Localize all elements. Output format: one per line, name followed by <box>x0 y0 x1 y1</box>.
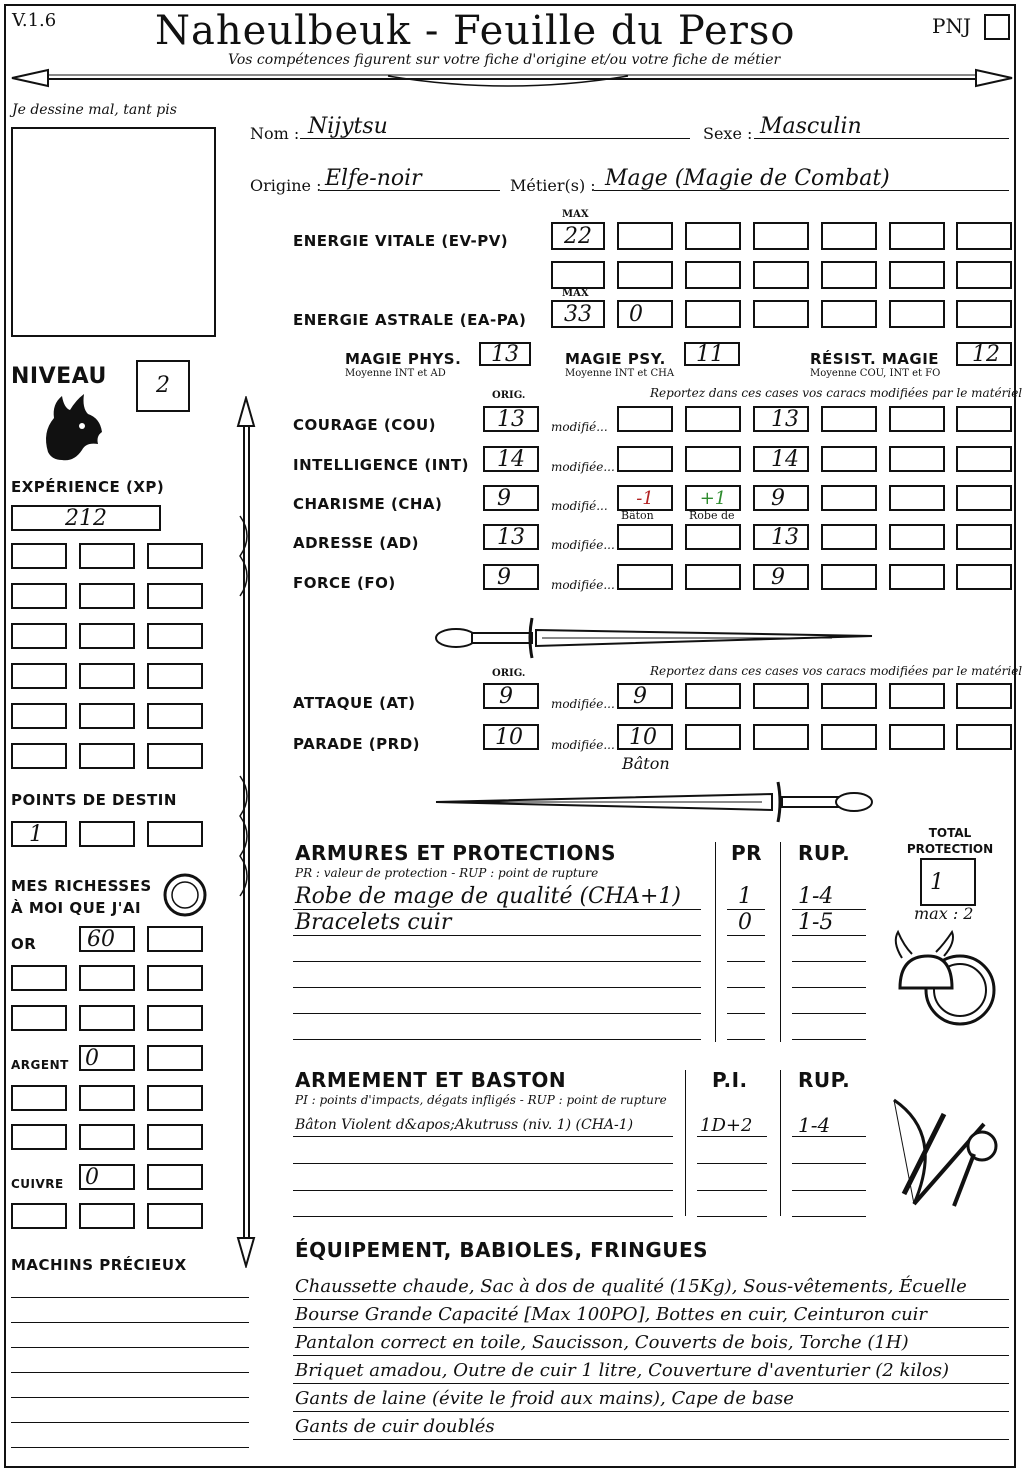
xp-grid-box[interactable] <box>147 663 203 689</box>
argent-box[interactable] <box>79 1085 135 1111</box>
xp-label: EXPÉRIENCE (XP) <box>11 478 165 496</box>
argent-box[interactable] <box>147 1045 203 1071</box>
stat-mod-box[interactable] <box>889 564 945 590</box>
armor-line[interactable] <box>293 987 701 988</box>
equipment-line[interactable]: Bourse Grande Capacité [Max 100PO], Bottes en cuir, Ceinturon cuir <box>295 1304 928 1325</box>
pnj-checkbox[interactable] <box>984 14 1010 40</box>
argent-box[interactable] <box>11 1085 67 1111</box>
armor-item-name[interactable]: Bracelets cuir <box>295 910 452 935</box>
armor-line <box>727 935 765 936</box>
niveau-label: NIVEAU <box>11 364 107 389</box>
version-label: V.1.6 <box>12 10 57 31</box>
weapon-line[interactable] <box>792 1163 866 1164</box>
stat-mod-box[interactable] <box>956 446 1012 472</box>
machins-line[interactable] <box>11 1447 249 1448</box>
prd-mod-box[interactable] <box>956 724 1012 750</box>
ev-box[interactable] <box>753 222 809 250</box>
cuivre-label: CUIVRE <box>11 1177 64 1191</box>
total-protection-label: TOTAL <box>928 826 972 840</box>
ev-box[interactable] <box>685 261 741 289</box>
stat-mod-box[interactable]: 13 <box>753 524 809 550</box>
weapon-line[interactable] <box>293 1190 673 1191</box>
xp-grid-box[interactable] <box>11 543 67 569</box>
armor-line[interactable] <box>727 987 765 988</box>
origine-field[interactable]: Elfe-noir <box>325 166 422 191</box>
argent-box[interactable]: 0 <box>79 1045 135 1071</box>
stat-mod-box[interactable] <box>889 485 945 511</box>
equipment-underline <box>293 1439 1009 1440</box>
sword-icon <box>432 614 876 662</box>
origine-label: Origine : <box>250 176 322 195</box>
xp-grid-box[interactable] <box>11 623 67 649</box>
xp-grid-box[interactable] <box>79 663 135 689</box>
xp-grid-box[interactable] <box>79 703 135 729</box>
weapon-line[interactable] <box>293 1216 673 1217</box>
equipment-underline <box>293 1355 1009 1356</box>
stat-mod-box[interactable] <box>956 406 1012 432</box>
or-box[interactable] <box>147 1005 203 1031</box>
xp-grid-box[interactable] <box>79 583 135 609</box>
or-box[interactable] <box>79 965 135 991</box>
armor-item-rup[interactable]: 1-4 <box>798 884 834 909</box>
stat-mod-box[interactable] <box>821 406 877 432</box>
stat-mod-label: modifiée... <box>551 460 615 474</box>
weapons-col-divider <box>780 1070 781 1216</box>
xp-grid-box[interactable] <box>11 663 67 689</box>
weapon-line[interactable] <box>697 1190 767 1191</box>
ev-box[interactable] <box>821 261 877 289</box>
equipment-title: ÉQUIPEMENT, BABIOLES, FRINGUES <box>295 1238 709 1262</box>
stat-mod-box[interactable] <box>617 564 673 590</box>
equipment-underline <box>293 1383 1009 1384</box>
armor-item-name[interactable]: Robe de mage de qualité (CHA+1) <box>295 884 681 909</box>
argent-box[interactable] <box>11 1124 67 1150</box>
machins-line[interactable] <box>11 1347 249 1348</box>
armor-line[interactable] <box>792 1039 866 1040</box>
cuivre-box[interactable] <box>147 1203 203 1229</box>
magie-phys-label: MAGIE PHYS. <box>345 350 462 368</box>
ev-box[interactable] <box>956 222 1012 250</box>
cuivre-box[interactable] <box>11 1203 67 1229</box>
stat-mod-box[interactable] <box>617 524 673 550</box>
resist-magie-box[interactable]: 12 <box>956 342 1012 366</box>
weapon-line <box>792 1136 866 1137</box>
xp-grid-box[interactable] <box>11 583 67 609</box>
coin-icon <box>162 872 208 918</box>
ea-label: ENERGIE ASTRALE (EA-PA) <box>293 311 527 329</box>
equipment-underline <box>293 1327 1009 1328</box>
ev-box[interactable] <box>821 222 877 250</box>
stat-orig-box[interactable]: 9 <box>483 564 539 590</box>
or-label: OR <box>11 935 37 953</box>
xp-grid-box[interactable] <box>147 543 203 569</box>
sexe-label: Sexe : <box>703 124 753 143</box>
stat-mod-box[interactable] <box>821 524 877 550</box>
stat-label: FORCE (FO) <box>293 574 396 592</box>
resist-magie-note: Moyenne COU, INT et FO <box>810 368 941 379</box>
weapon-item-pi[interactable]: 1D+2 <box>700 1115 753 1136</box>
total-protection-max: max : 2 <box>914 904 974 923</box>
stat-label: ADRESSE (AD) <box>293 534 420 552</box>
weapon-line[interactable] <box>792 1216 866 1217</box>
armor-line[interactable] <box>727 961 765 962</box>
pnj-label: PNJ <box>932 14 971 38</box>
stat-orig-box[interactable]: 13 <box>483 406 539 432</box>
armor-line <box>293 935 701 936</box>
combat-report-note: Reportez dans ces cases vos caracs modifiées par le matériel <box>650 664 1023 678</box>
weapon-line[interactable] <box>293 1163 673 1164</box>
equipment-line[interactable]: Briquet amadou, Outre de cuir 1 litre, Couverture d'aventurier (2 kilos) <box>295 1360 950 1381</box>
prd-note: Bâton <box>622 754 670 773</box>
xp-box[interactable]: 212 <box>11 505 161 531</box>
armor-line[interactable] <box>792 961 866 962</box>
stat-label: COURAGE (COU) <box>293 416 437 434</box>
ev-max-label: MAX <box>562 209 589 220</box>
stat-mod-box[interactable] <box>821 485 877 511</box>
armor-pr-header: PR <box>731 841 763 865</box>
destin-box[interactable] <box>79 821 135 847</box>
at-mod-box[interactable] <box>956 683 1012 709</box>
stat-mod-box[interactable] <box>821 446 877 472</box>
weapon-item-rup[interactable]: 1-4 <box>798 1113 831 1137</box>
ev-box[interactable] <box>889 261 945 289</box>
spear-divider-icon <box>8 66 1016 92</box>
at-mod-box[interactable] <box>685 683 741 709</box>
weapon-line[interactable] <box>697 1216 767 1217</box>
combat-orig-label: ORIG. <box>492 668 526 679</box>
at-mod-box[interactable] <box>889 683 945 709</box>
weapon-line[interactable] <box>792 1190 866 1191</box>
page-title: Naheulbeuk - Feuille du Perso <box>155 8 796 54</box>
stat-label: CHARISME (CHA) <box>293 495 443 513</box>
xp-grid-box[interactable] <box>79 623 135 649</box>
or-box[interactable] <box>147 926 203 952</box>
xp-grid-box[interactable] <box>147 623 203 649</box>
stat-mod-label: modifié... <box>551 499 608 513</box>
armor-title: ARMURES ET PROTECTIONS <box>295 841 616 865</box>
xp-grid-box[interactable] <box>147 583 203 609</box>
stat-mod-box[interactable] <box>956 564 1012 590</box>
armor-line <box>792 909 866 910</box>
stat-mod-box[interactable]: +1 <box>685 485 741 511</box>
ev-box[interactable] <box>889 222 945 250</box>
magie-phys-box[interactable]: 13 <box>479 342 531 366</box>
prd-mod-box[interactable]: 10 <box>617 724 673 750</box>
armor-line[interactable] <box>727 1039 765 1040</box>
xp-grid-box[interactable] <box>147 703 203 729</box>
stat-mod-box[interactable] <box>617 406 673 432</box>
or-box[interactable] <box>11 1005 67 1031</box>
niveau-box[interactable]: 2 <box>136 360 190 412</box>
machins-line[interactable] <box>11 1422 249 1423</box>
helmet-shield-icon <box>890 928 1000 1038</box>
ev-max-box[interactable]: 22 <box>551 222 605 250</box>
argent-box[interactable] <box>147 1085 203 1111</box>
weapons-col-divider <box>685 1070 686 1216</box>
armor-item-pr[interactable]: 0 <box>738 910 752 935</box>
stat-mod-note: Bâton <box>621 509 654 522</box>
ev-box[interactable] <box>551 261 605 289</box>
cuivre-box[interactable] <box>79 1203 135 1229</box>
xp-grid-box[interactable] <box>147 743 203 769</box>
armor-col-divider <box>715 842 716 1042</box>
stat-mod-box[interactable]: 9 <box>753 485 809 511</box>
ea-box[interactable] <box>685 300 741 328</box>
destin-label: POINTS DE DESTIN <box>11 791 177 809</box>
richesses-label: MES RICHESSES <box>11 877 152 895</box>
stat-mod-box[interactable] <box>685 564 741 590</box>
or-box[interactable] <box>147 965 203 991</box>
argent-box[interactable] <box>79 1124 135 1150</box>
machins-line[interactable] <box>11 1322 249 1323</box>
armor-line <box>792 935 866 936</box>
armor-line[interactable] <box>792 1013 866 1014</box>
portrait-caption: Je dessine mal, tant pis <box>12 102 177 118</box>
magie-psy-note: Moyenne INT et CHA <box>565 368 675 379</box>
cuivre-box[interactable]: 0 <box>79 1164 135 1190</box>
armor-line[interactable] <box>792 987 866 988</box>
armor-rup-header: RUP. <box>798 841 851 865</box>
at-mod-box[interactable] <box>753 683 809 709</box>
magie-psy-box[interactable]: 11 <box>684 342 740 366</box>
ev-box[interactable] <box>753 261 809 289</box>
magie-phys-note: Moyenne INT et AD <box>345 368 446 379</box>
stat-orig-box[interactable]: 13 <box>483 524 539 550</box>
stat-mod-label: modifié... <box>551 420 608 434</box>
richesses-label-2: À MOI QUE J'AI <box>11 899 142 917</box>
weapons-icon <box>884 1094 1004 1216</box>
armor-line <box>727 909 765 910</box>
at-orig-box[interactable]: 9 <box>483 683 539 709</box>
weapons-pi-header: P.I. <box>712 1068 748 1092</box>
ev-box[interactable] <box>617 222 673 250</box>
nom-field[interactable]: Nijytsu <box>308 114 388 139</box>
stat-mod-note: Robe de <box>689 509 735 522</box>
resist-magie-label: RÉSIST. MAGIE <box>810 350 940 368</box>
ev-box[interactable] <box>617 261 673 289</box>
machins-line[interactable] <box>11 1397 249 1398</box>
armor-line <box>293 909 701 910</box>
weapon-line[interactable] <box>697 1163 767 1164</box>
equipment-line[interactable]: Pantalon correct en toile, Saucisson, Couverts de bois, Torche (1H) <box>295 1332 909 1353</box>
xp-grid-box[interactable] <box>11 703 67 729</box>
stat-mod-box[interactable] <box>889 406 945 432</box>
destin-box[interactable] <box>147 821 203 847</box>
at-mod-label: modifiée... <box>551 697 615 711</box>
ev-box[interactable] <box>956 261 1012 289</box>
metier-label: Métier(s) : <box>510 176 596 195</box>
xp-grid-box[interactable] <box>79 743 135 769</box>
stat-mod-box[interactable] <box>617 446 673 472</box>
or-box[interactable] <box>11 965 67 991</box>
armor-line[interactable] <box>293 1039 701 1040</box>
weapon-item-name[interactable]: Bâton Violent d&apos;Akutruss (niv. 1) (CHA-1) <box>295 1117 634 1133</box>
prd-mod-box[interactable] <box>753 724 809 750</box>
ea-box[interactable] <box>753 300 809 328</box>
prd-mod-box[interactable] <box>821 724 877 750</box>
stat-mod-box[interactable] <box>685 524 741 550</box>
armor-item-pr[interactable]: 1 <box>738 884 752 909</box>
stat-mod-box[interactable]: 9 <box>753 564 809 590</box>
stat-orig-box[interactable]: 9 <box>483 485 539 511</box>
equipment-underline <box>293 1411 1009 1412</box>
equipment-line[interactable]: Gants de laine (évite le froid aux mains), Cape de base <box>295 1388 794 1409</box>
ea-max-label: MAX <box>562 288 589 299</box>
sexe-field[interactable]: Masculin <box>760 114 862 139</box>
machins-line[interactable] <box>11 1297 249 1298</box>
or-box[interactable]: 60 <box>79 926 135 952</box>
ev-label: ENERGIE VITALE (EV-PV) <box>293 232 509 250</box>
stat-mod-box[interactable] <box>889 446 945 472</box>
stat-mod-box[interactable]: 13 <box>753 406 809 432</box>
nom-label: Nom : <box>250 124 300 143</box>
argent-box[interactable] <box>147 1124 203 1150</box>
cuivre-box[interactable] <box>147 1164 203 1190</box>
metier-field[interactable]: Mage (Magie de Combat) <box>605 166 890 191</box>
stat-mod-box[interactable] <box>821 564 877 590</box>
stat-mod-box[interactable] <box>956 524 1012 550</box>
armor-line[interactable] <box>293 1013 701 1014</box>
ea-current-box[interactable]: 0 <box>617 300 673 328</box>
stat-orig-box[interactable]: 14 <box>483 446 539 472</box>
prd-mod-label: modifiée... <box>551 738 615 752</box>
armor-line[interactable] <box>293 961 701 962</box>
machins-label: MACHINS PRÉCIEUX <box>11 1256 187 1274</box>
armor-line[interactable] <box>727 1013 765 1014</box>
equipment-line[interactable]: Chaussette chaude, Sac à dos de qualité (15Kg), Sous-vêtements, Écuelle <box>295 1276 967 1297</box>
at-mod-box[interactable]: 9 <box>617 683 673 709</box>
stat-mod-box[interactable]: 14 <box>753 446 809 472</box>
machins-line[interactable] <box>11 1372 249 1373</box>
stat-mod-box[interactable] <box>889 524 945 550</box>
ea-box[interactable] <box>956 300 1012 328</box>
stat-mod-box[interactable] <box>685 406 741 432</box>
stat-mod-label: modifiée... <box>551 538 615 552</box>
destin-box[interactable]: 1 <box>11 821 67 847</box>
xp-grid-box[interactable] <box>79 543 135 569</box>
magie-psy-label: MAGIE PSY. <box>565 350 666 368</box>
xp-grid-box[interactable] <box>11 743 67 769</box>
dragon-icon <box>38 392 106 464</box>
stats-report-note: Reportez dans ces cases vos caracs modifiées par le matériel <box>650 386 1023 400</box>
stat-mod-label: modifiée... <box>551 578 615 592</box>
ea-box[interactable] <box>821 300 877 328</box>
ev-box[interactable] <box>685 222 741 250</box>
sword-icon <box>432 778 876 826</box>
armor-note: PR : valeur de protection - RUP : point de rupture <box>295 866 599 880</box>
total-protection-box[interactable]: 1 <box>920 858 976 906</box>
weapons-rup-header: RUP. <box>798 1068 851 1092</box>
weapon-line <box>293 1136 673 1137</box>
at-label: ATTAQUE (AT) <box>293 694 416 712</box>
portrait-box[interactable] <box>11 127 216 337</box>
stat-label: INTELLIGENCE (INT) <box>293 456 469 474</box>
vertical-spear-icon <box>226 396 266 1268</box>
stat-mod-box[interactable] <box>956 485 1012 511</box>
weapon-line <box>697 1136 767 1137</box>
ea-box[interactable] <box>889 300 945 328</box>
armor-item-rup[interactable]: 1-5 <box>798 910 834 935</box>
weapons-title: ARMEMENT ET BASTON <box>295 1068 567 1092</box>
total-protection-label-2: PROTECTION <box>906 842 994 856</box>
argent-label: ARGENT <box>11 1058 69 1072</box>
ea-max-box[interactable]: 33 <box>551 300 605 328</box>
prd-mod-box[interactable] <box>685 724 741 750</box>
prd-label: PARADE (PRD) <box>293 735 421 753</box>
or-box[interactable] <box>79 1005 135 1031</box>
armor-col-divider <box>780 842 781 1042</box>
prd-mod-box[interactable] <box>889 724 945 750</box>
stat-mod-box[interactable] <box>685 446 741 472</box>
stats-orig-label: ORIG. <box>492 390 526 401</box>
equipment-line[interactable]: Gants de cuir doublés <box>295 1416 495 1437</box>
weapons-note: PI : points d'impacts, dégats infligés - RUP : point de rupture <box>295 1093 667 1107</box>
at-mod-box[interactable] <box>821 683 877 709</box>
prd-orig-box[interactable]: 10 <box>483 724 539 750</box>
equipment-underline <box>293 1299 1009 1300</box>
stat-mod-box[interactable]: -1 <box>617 485 673 511</box>
header-subtitle: Vos compétences figurent sur votre fiche d'origine et/ou votre fiche de métier <box>228 52 781 68</box>
